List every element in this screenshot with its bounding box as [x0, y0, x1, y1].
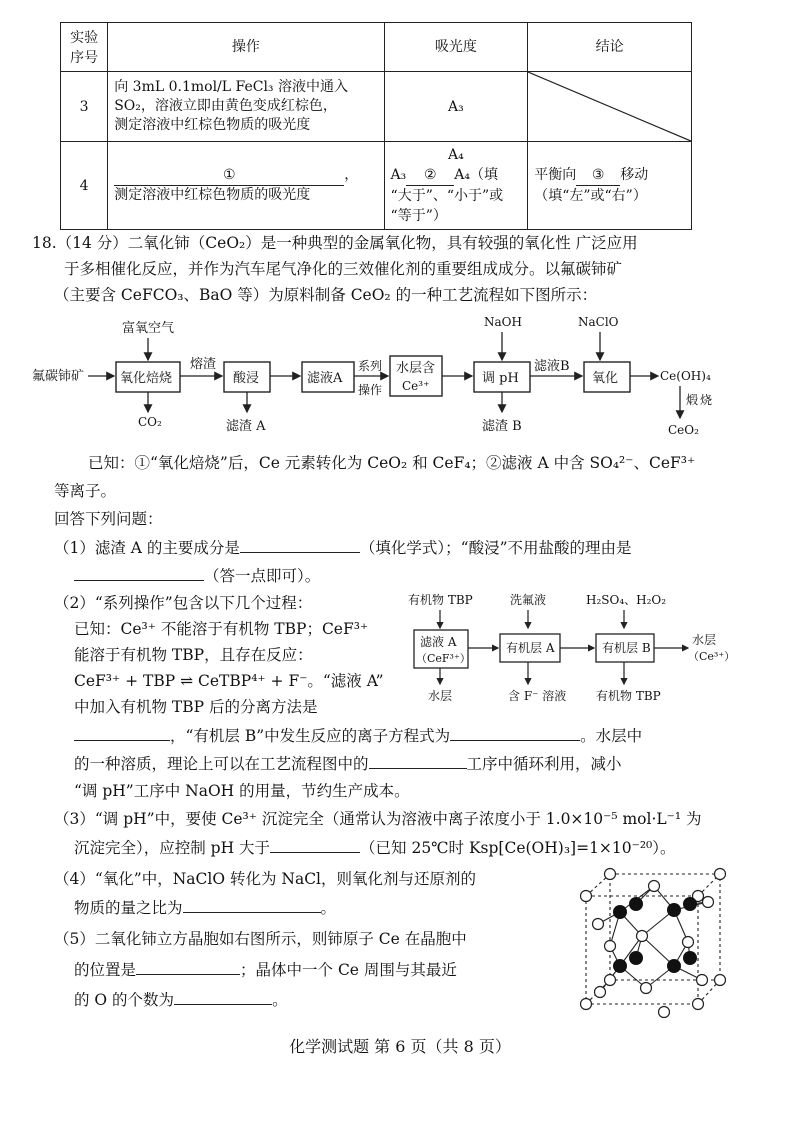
q5-answer-blank-2[interactable]	[174, 988, 272, 1005]
q2-answer-blank-1[interactable]	[74, 724, 170, 741]
row4-con-line1	[534, 165, 685, 186]
q2-line5: 中加入有机物 TBP 后的分离方法是	[74, 698, 318, 716]
header-no: 实验序号	[61, 23, 108, 72]
q1-line2	[74, 564, 320, 587]
row4-con-pre: 平衡向	[534, 167, 577, 183]
q2-line2: 已知：Ce³⁺ 不能溶于有机物 TBP；CeF³⁺	[74, 620, 369, 638]
row3-op-line2: SO₂，溶液立即由黄色变成红棕色，	[114, 98, 337, 114]
q1-line1	[54, 536, 632, 559]
header-operation: 操作	[108, 23, 384, 72]
page-footer: 化学测试题 第 6 页（共 8 页）	[289, 1037, 511, 1056]
flow2-aq-out-1: 水层	[692, 633, 717, 647]
q5-text-c: 的 O 的个数为	[74, 991, 175, 1009]
q18-para-line3: （主要含 CeFCO₃、BaO 等）为原料制备 CeO₂ 的一种工艺流程如下图所示：	[54, 286, 598, 304]
flow2-tbp-bottom: 有机物 TBP	[596, 689, 661, 703]
q4-line2	[74, 896, 336, 919]
row3-operation	[108, 72, 384, 142]
answer-blank-1[interactable]: ①	[114, 166, 344, 186]
table-row	[61, 142, 692, 230]
q1-text-c: （答一点即可）。	[204, 567, 321, 585]
q2-line3: 能溶于有机物 TBP，且存在反应：	[74, 646, 313, 664]
flow-naclo-label: NaClO	[578, 315, 619, 329]
flow-ph-label: 调 pH	[482, 371, 519, 386]
q2-line1: （2）“系列操作”包含以下几个过程：	[54, 594, 313, 612]
q2-text-7a: 的一种溶质，理论上可以在工艺流程图中的	[74, 755, 369, 773]
ceo2-unit-cell-figure	[570, 862, 750, 1022]
series-operation-diagram	[404, 590, 744, 710]
q3-line2	[74, 836, 676, 859]
flow-naoh-label: NaOH	[484, 315, 522, 329]
row4-abs-a4: A₄	[448, 147, 464, 163]
flow-calc-label-2: 烧	[700, 393, 713, 407]
row4-conclusion	[528, 142, 692, 230]
row3-op-line3: 测定溶液中红棕色物质的吸光度	[114, 117, 311, 133]
row4-operation	[108, 142, 384, 230]
row4-op-line1: ① ，	[114, 166, 377, 186]
q2-text-6a: ，“有机层 B”中发生反应的离子方程式为	[170, 727, 451, 745]
flow-residue-label: 熔渣	[190, 357, 217, 372]
q2-line8: “调 pH”工序中 NaOH 的用量，节约生产成本。	[74, 782, 410, 800]
header-conclusion: 结论	[528, 23, 692, 72]
flow-oxid-label: 氧化	[592, 371, 619, 386]
flow2-aq-out-2: （Ce³⁺）	[688, 650, 736, 663]
flow2-orgB-label: 有机层 B	[602, 641, 651, 655]
q3-answer-blank[interactable]	[270, 836, 360, 853]
flow-acid-label: 酸浸	[233, 371, 260, 386]
answer-blank-3[interactable]: ③	[576, 165, 620, 186]
q18-para-line1: 18.（14 分）二氧化铈（CeO₂）是一种典型的金属氧化物，具有较强的氧化性 广泛应用	[32, 234, 638, 252]
flow-residueB-label: 滤渣 B	[482, 419, 522, 434]
row4-con-line2: （填“左”或“右”）	[534, 188, 647, 204]
row4-op-line2: 测定溶液中红棕色物质的吸光度	[114, 187, 311, 203]
flow2-tbp-top: 有机物 TBP	[408, 593, 473, 607]
q1-text-b: （填化学式）；“酸浸”不用盐酸的理由是	[359, 539, 632, 557]
flow-co2-label: CO₂	[138, 415, 162, 429]
q4-line1: （4）“氧化”中，NaClO 转化为 NaCl，则氧化剂与还原剂的	[54, 870, 477, 888]
q5-text-b: ；晶体中一个 Ce 周围与其最近	[240, 961, 457, 979]
row3-no: 3	[61, 72, 108, 142]
diagonal-line	[528, 72, 691, 141]
flow2-boxA-line2: （CeF³⁺）	[416, 652, 471, 665]
q5-line1: （5）二氧化铈立方晶胞如右图所示，则铈原子 Ce 在晶胞中	[54, 930, 467, 948]
q1-answer-blank-2[interactable]	[74, 564, 204, 581]
flow-raw-label: 氟碳铈矿	[32, 369, 85, 384]
q4-answer-blank[interactable]	[183, 896, 321, 913]
q2-line4: CeF³⁺ + TBP ⇌ CeTBP⁴⁺ + F⁻。“滤液 A”	[74, 672, 384, 690]
flow-ceoh4-label: Ce(OH)₄	[660, 369, 711, 383]
q2-answer-blank-3[interactable]	[369, 752, 467, 769]
q5-line3	[74, 988, 288, 1011]
flow-aq-label-1: 水层含	[396, 361, 436, 376]
q2-line6	[74, 724, 642, 747]
flow-ceo2-label: CeO₂	[668, 423, 699, 437]
row4-abs-line4: “等于”）	[390, 208, 447, 224]
row4-absorbance	[384, 142, 528, 230]
q2-answer-blank-2[interactable]	[450, 724, 580, 741]
flow-air-label: 富氧空气	[122, 321, 175, 336]
answer-intro: 回答下列问题：	[54, 510, 163, 528]
flow-aq-label-2: Ce³⁺	[402, 379, 430, 393]
q2-line7	[74, 752, 622, 775]
q5-line2	[74, 958, 457, 981]
row3-conclusion-crossed	[528, 72, 692, 142]
flow-series-label-1: 系列	[358, 359, 383, 373]
flow2-orgA-label: 有机层 A	[506, 641, 555, 655]
row4-no: 4	[61, 142, 108, 230]
row4-abs-line2	[391, 165, 522, 186]
flow2-wash-label: 洗氟液	[510, 593, 547, 607]
experiment-table	[60, 22, 692, 230]
flow-series-label-2: 操作	[358, 383, 383, 397]
answer-blank-2[interactable]: ②	[406, 165, 454, 186]
flow-residueA-label: 滤渣 A	[226, 419, 266, 434]
q5-text-d: 。	[272, 991, 288, 1009]
flow-filtrateA-label: 滤液A	[307, 371, 343, 386]
table-header-row	[61, 23, 692, 72]
flow2-aq-bottom: 水层	[428, 689, 453, 703]
row3-op-line1: 向 3mL 0.1mol/L FeCl₃ 溶液中通入	[114, 79, 348, 95]
row4-con-post: 移动	[620, 167, 649, 183]
row4-abs-line3: “大于”、“小于”或	[390, 188, 504, 204]
header-absorbance: 吸光度	[384, 23, 528, 72]
q1-text-a: （1）滤渣 A 的主要成分是	[54, 539, 240, 557]
known-line1: 已知：①“氧化焙烧”后，Ce 元素转化为 CeO₂ 和 CeF₄；②滤液 A 中含 SO₄²⁻、CeF³⁺	[88, 454, 696, 472]
q5-text-a: 的位置是	[74, 961, 137, 979]
known-line2: 等离子。	[54, 482, 117, 500]
flow-filtrateB-label: 滤液B	[534, 359, 570, 374]
q4-text-b: 。	[320, 899, 337, 917]
flow-calc-label-1: 煅	[686, 393, 699, 407]
flow-roast-label: 氧化焙烧	[120, 371, 173, 386]
q2-text-6b: 。水层中	[580, 727, 643, 745]
row3-absorbance: A₃	[384, 72, 528, 142]
flow2-f-solution: 含 F⁻ 溶液	[508, 689, 567, 703]
row4-abs-tail: A₄（填	[454, 167, 498, 183]
row4-abs-a3: A₃	[390, 167, 407, 183]
q4-text-a: 物质的量之比为	[74, 899, 183, 917]
q3-text-a: 沉淀完全），应控制 pH 大于	[74, 839, 271, 857]
flow2-h2so4-label: H₂SO₄、H₂O₂	[586, 593, 667, 607]
q18-para-line2: 于多相催化反应，并作为汽车尾气净化的三效催化剂的重要组成成分。以氟碳铈矿	[64, 260, 623, 278]
flow2-boxA-line1: 滤液 A	[420, 635, 457, 649]
q3-line1: （3）“调 pH”中，要使 Ce³⁺ 沉淀完全（通常认为溶液中离子浓度小于 1.0×10⁻⁵ mol·L⁻¹ 为	[54, 810, 702, 828]
q5-answer-blank-1[interactable]	[136, 958, 240, 975]
table-row	[61, 72, 692, 142]
q1-answer-blank-1[interactable]	[240, 536, 360, 553]
q3-text-b: （已知 25℃时 Ksp[Ce(OH)₃]=1×10⁻²⁰）。	[360, 839, 676, 857]
q2-text-7b: 工序中循环利用，减小	[466, 755, 622, 773]
process-flow-diagram	[30, 310, 730, 440]
